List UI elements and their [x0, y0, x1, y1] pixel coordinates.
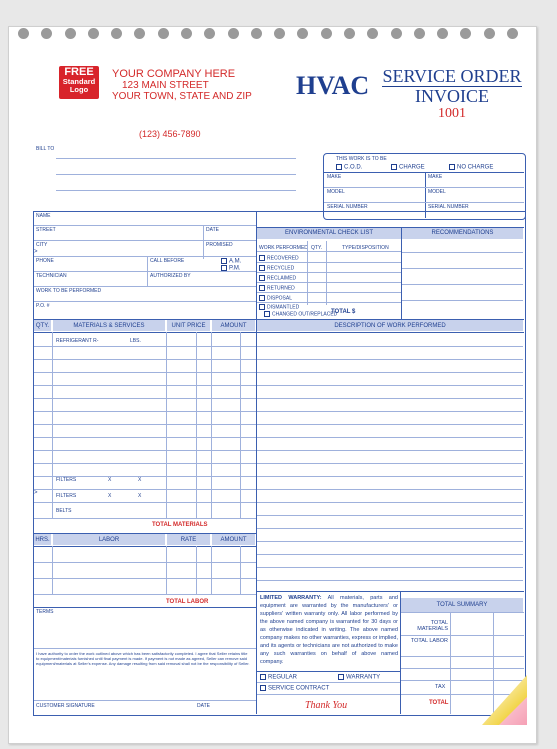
limited-warranty: LIMITED WARRANTY: All materials, parts and equipment are warranted by the manufacturers' or suppliers' written warranty only. All labor performed by the above named company is warranted for 30 days or as otherwise indicated in writing. The above named company makes no other warranties, express or implied, and its agents or technicians are not authorized to make any such warranties on behalf of above named company. — [260, 595, 398, 665]
description-header: DESCRIPTION OF WORK PERFORMED — [257, 320, 523, 331]
thank-you: Thank You — [305, 700, 348, 711]
bill-to-line[interactable] — [56, 190, 296, 191]
service-contract-checkbox[interactable]: SERVICE CONTRACT — [260, 685, 329, 692]
warranty-checkbox[interactable]: WARRANTY — [338, 674, 380, 681]
authorization-fine-print: I have authority to order the work outlined above which has been satisfactorily completed. I agree that Seller retains title to equipment/materials furnished until final payment is made. If payment is not made as agreed, Seller can remove said equipment/materials at Seller's expense. Any damage resulting from said removal shall not be the responsibility of Seller. — [36, 651, 250, 666]
company-address: YOUR COMPANY HERE 123 MAIN STREET YOUR TOWN, STATE AND ZIP — [112, 68, 252, 102]
env-checklist-header: ENVIRONMENTAL CHECK LIST — [257, 227, 401, 239]
company-logo: FREE Standard Logo — [59, 66, 99, 99]
cod-checkbox[interactable]: C.O.D. — [336, 164, 362, 171]
hvac-title: HVAC — [296, 71, 370, 100]
charge-checkbox[interactable]: CHARGE — [391, 164, 425, 171]
total-summary-header: TOTAL SUMMARY — [401, 598, 523, 612]
binder-holes — [18, 28, 518, 39]
am-checkbox[interactable]: A.M. — [221, 258, 241, 265]
pm-checkbox[interactable]: P.M. — [221, 265, 241, 272]
regular-checkbox[interactable]: REGULAR — [260, 674, 297, 681]
grand-total-label: TOTAL — [429, 700, 449, 706]
company-phone: (123) 456-7890 — [139, 129, 201, 139]
total-materials-label: TOTAL MATERIALS — [152, 522, 208, 528]
no-charge-checkbox[interactable]: NO CHARGE — [449, 164, 493, 171]
recommendations-header: RECOMMENDATIONS — [402, 227, 523, 239]
env-total: TOTAL $ — [331, 309, 356, 315]
bill-to-line[interactable] — [56, 174, 296, 175]
total-labor-label: TOTAL LABOR — [166, 599, 209, 605]
bill-to-label: BILL TO — [36, 146, 55, 152]
bill-to-line[interactable] — [56, 158, 296, 159]
invoice-number: 1001 — [438, 106, 466, 121]
form-title: SERVICE ORDER INVOICE 1001 — [382, 66, 522, 121]
